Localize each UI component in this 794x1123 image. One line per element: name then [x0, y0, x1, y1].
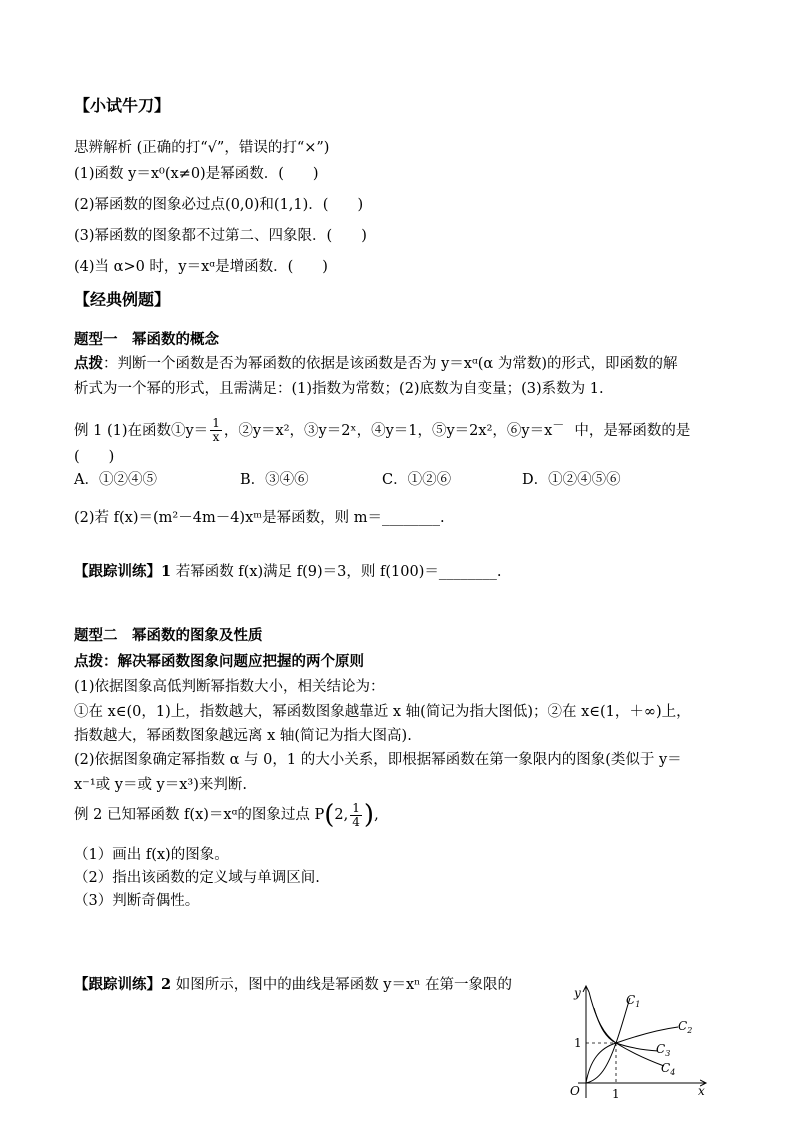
option-a: A．①②④⑤ — [74, 472, 157, 488]
hint1-text: ：判断一个函数是否为幂函数的依据是该函数是否为 y＝xᵅ(α 为常数)的形式，即函数的解 — [103, 356, 678, 372]
ex2-paren-open: ( — [324, 800, 335, 830]
rule1-a: ①在 x∈(0，1)上，指数越大，幂函数图象越靠近 x 轴(简记为指大图低)；②在 x∈(1，＋∞)上， — [74, 704, 691, 720]
section-examples: 【经典例题】 — [74, 290, 171, 309]
ex1-frac-num: 1 — [212, 416, 220, 431]
hint2: 点拨：解决幂函数图象问题应把握的两个原则 — [74, 653, 364, 670]
ex2-question-2: （2）指出该函数的定义域与单调区间. — [74, 870, 320, 886]
x-tick-label: 1 — [612, 1087, 620, 1101]
curve-c1-label: $C_1$ — [626, 993, 641, 1009]
type2-title: 题型二 幂函数的图象及性质 — [74, 627, 263, 644]
option-c: C．①②⑥ — [382, 472, 452, 488]
judge-item-1: (1)函数 y＝x⁰(x≠0)是幂函数．( ) — [74, 166, 319, 182]
ex2-question-1: （1）画出 f(x)的图象。 — [74, 847, 229, 863]
ex2-question-3: （3）判断奇偶性。 — [74, 893, 200, 909]
curve-c4-label: $C_4$ — [661, 1061, 676, 1077]
follow-up-1 — [74, 562, 502, 582]
curve-c2-label: $C_2$ — [678, 1019, 693, 1035]
option-d: D．①②④⑤⑥ — [522, 472, 621, 488]
y-axis-label: y — [574, 986, 581, 1000]
follow1-label: 【跟踪训练】1 — [74, 563, 172, 580]
ex1-prefix: 例 1 (1)在函数①y＝ — [74, 422, 209, 439]
ex1-frac-den: x — [212, 430, 220, 445]
example1-part2: (2)若 f(x)＝(m²－4m－4)xᵐ是幂函数，则 m＝________. — [74, 510, 445, 526]
rule2-b: x⁻¹或 y＝或 y＝x³)来判断. — [74, 777, 248, 793]
ex1-sup: － — [552, 418, 565, 432]
section-small-test: 【小试牛刀】 — [74, 96, 171, 115]
type1-title: 题型一 幂函数的概念 — [74, 331, 219, 348]
judge-intro: 思辨解析 (正确的打“√”，错误的打“×”) — [74, 140, 330, 156]
ex1-tail: 中，是幂函数的是 — [574, 422, 691, 439]
ex2-fraction — [350, 802, 362, 829]
ex1-fraction — [210, 417, 222, 444]
follow1-text: 若幂函数 f(x)满足 f(9)＝3，则 f(100)＝________. — [171, 564, 502, 580]
example2 — [74, 800, 379, 830]
judge-item-4: (4)当 α>0 时，y＝xᵅ是增函数．( ) — [74, 259, 328, 275]
ex1-answer-paren: ( ) — [74, 449, 115, 465]
judge-item-3: (3)幂函数的图象都不过第二、四象限．( ) — [74, 228, 367, 244]
ex2-paren-close: ) — [363, 800, 375, 830]
power-function-graph — [548, 980, 718, 1106]
hint1-label: 点拨 — [74, 355, 103, 372]
ex2-frac-num: 1 — [352, 800, 360, 815]
option-b: B．③④⑥ — [240, 472, 309, 488]
follow2-text: 如图所示，图中的曲线是幂函数 y＝xⁿ 在第一象限的 — [171, 977, 513, 993]
ex1-options — [74, 470, 714, 490]
rule1-b: 指数越大，幂函数图象越远离 x 轴(简记为指大图高). — [74, 728, 412, 744]
ex2-prefix: 例 2 已知幂函数 f(x)＝xᵅ的图象过点 P — [74, 807, 325, 823]
rule2-a: (2)依据图象确定幂指数 α 与 0，1 的大小关系，即根据幂函数在第一象限内的图象(类似于 y＝ — [74, 752, 682, 768]
follow-up-2 — [74, 975, 512, 995]
ex2-suffix: , — [374, 807, 379, 823]
rule1: (1)依据图象高低判断幂指数大小，相关结论为： — [74, 679, 385, 695]
y-tick-label: 1 — [574, 1036, 582, 1050]
example1-part1 — [74, 412, 690, 444]
ex1-rest: ，②y＝x²，③y＝2ˣ，④y＝1，⑤y＝2x²，⑥y＝x — [223, 422, 553, 439]
hint1-line2: 析式为一个幂的形式，且需满足：(1)指数为常数；(2)底数为自变量；(3)系数为 1. — [74, 381, 604, 397]
ex2-point-x: 2, — [334, 807, 349, 823]
ex2-frac-den: 4 — [352, 814, 360, 829]
judge-item-2: (2)幂函数的图象必过点(0,0)和(1,1)．( ) — [74, 197, 364, 213]
curve-c3-label: $C_3$ — [656, 1042, 671, 1058]
follow2-label: 【跟踪训练】2 — [74, 976, 172, 993]
hint1-line1 — [74, 354, 678, 374]
origin-label: O — [570, 1084, 580, 1098]
x-axis-label: x — [698, 1084, 705, 1098]
